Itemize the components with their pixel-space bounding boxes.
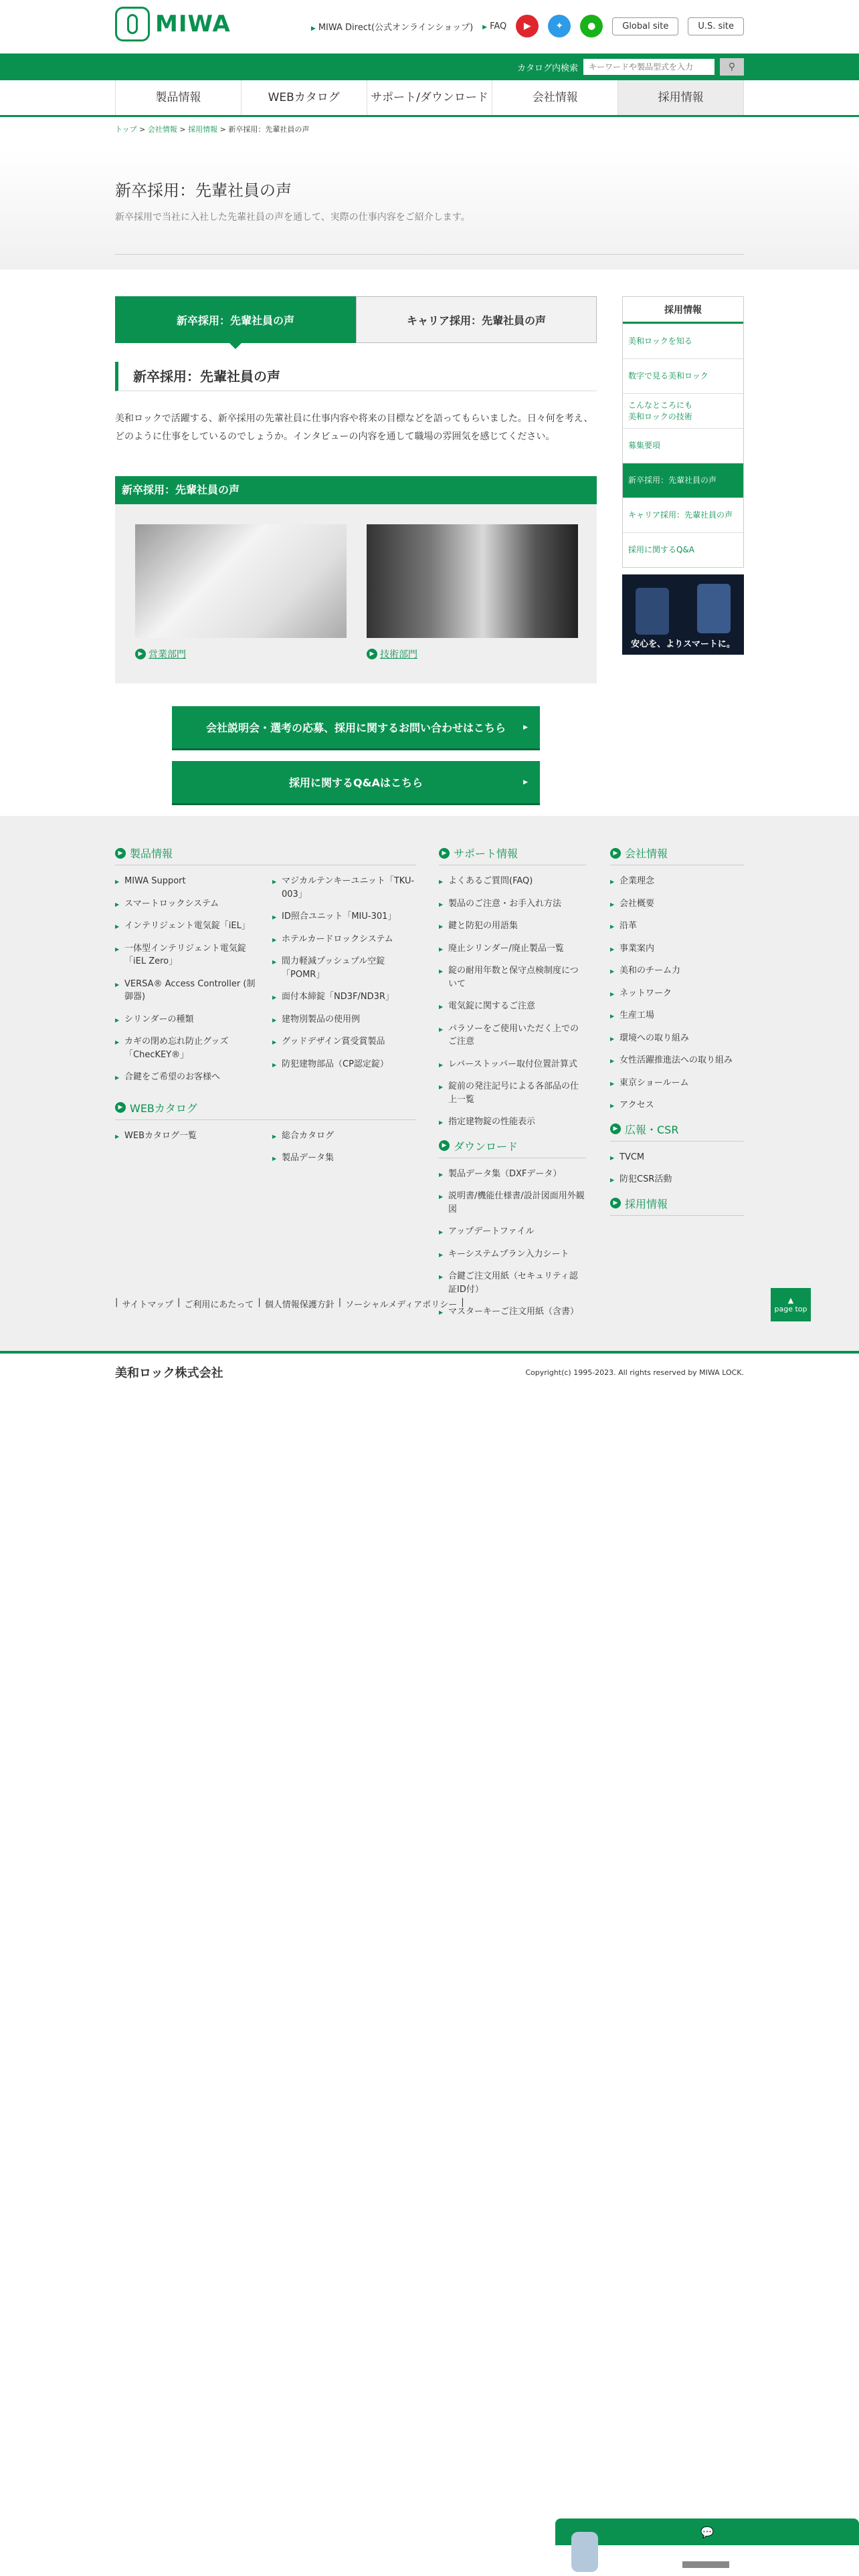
nav-recruit[interactable]: 採用情報 — [617, 80, 744, 115]
arrow-circle-icon: ▶ — [115, 848, 126, 859]
lead-text: 美和ロックで活躍する、新卒採用の先輩社員に仕事内容や将来の目標などを語ってもらいました。日々何を考え、 どのように仕事をしているのでしょうか。インタビューの内容を通して職場の雰囲気を感じてください。 — [115, 413, 593, 442]
arrow-circle-icon: ▶ — [439, 848, 450, 859]
footer-sitemap-link[interactable]: サイトマップ — [122, 1300, 173, 1310]
twitter-icon[interactable]: ✦ — [548, 15, 571, 37]
global-nav — [0, 80, 859, 117]
footer-social-link[interactable]: ソーシャルメディアポリシー — [345, 1300, 458, 1310]
miwa-direct-link[interactable]: ▶ MIWA Direct(公式オンラインショップ) — [311, 20, 473, 33]
footer-link[interactable]: ▶ 女性活躍推進法への取り組み — [610, 1054, 744, 1067]
youtube-icon[interactable]: ▶ — [516, 15, 539, 37]
qa-button[interactable]: 採用に関するQ&Aはこちら ▶ — [172, 761, 540, 805]
promo-banner[interactable] — [622, 574, 744, 655]
footer-link[interactable]: ▶ 間力軽減プッシュプル空錠「POMR」 — [272, 955, 416, 981]
tech-photo[interactable] — [367, 524, 578, 638]
footer-link[interactable]: ▶ 会社概要 — [610, 897, 744, 911]
corporate-name: 美和ロック株式会社 — [115, 1366, 223, 1380]
nav-webcatalog[interactable]: WEBカタログ — [241, 80, 367, 115]
chat-widget[interactable] — [555, 2518, 859, 2576]
arrow-circle-icon: ▶ — [135, 649, 146, 659]
tab-group — [115, 296, 597, 343]
page-subtitle: 新卒採用で当社に入社した先輩社員の声を通して、実際の仕事内容をご紹介します。 — [115, 212, 470, 223]
section-heading: 新卒採用：先輩社員の声 — [115, 362, 597, 391]
footer-link[interactable]: ▶ アクセス — [610, 1099, 744, 1112]
search-bar — [0, 53, 859, 80]
footer-link[interactable]: ▶ マジカルテンキーユニット「TKU-003」 — [272, 875, 416, 901]
nav-company[interactable]: 会社情報 — [492, 80, 617, 115]
search-input[interactable] — [583, 59, 714, 75]
search-icon[interactable]: ⚲ — [720, 58, 744, 76]
footer-recruit-heading[interactable]: 採用情報 — [625, 1197, 668, 1210]
footer-company-heading[interactable]: 会社情報 — [625, 847, 668, 860]
footer-link[interactable]: ▶ ID照合ユニット「MIU-301」 — [272, 910, 416, 924]
footer-links: | サイトマップ | ご利用にあたって | 個人情報保護方針 | ソーシャルメディアポリシー | — [115, 1297, 464, 1310]
line-icon[interactable]: ● — [580, 15, 603, 37]
arrow-circle-icon: ▶ — [115, 1102, 126, 1113]
footer-link[interactable]: ▶ グッドデザイン賞受賞製品 — [272, 1035, 416, 1049]
footer-link[interactable]: ▶ 防犯建物部品（CP認定錠） — [272, 1058, 416, 1071]
footer-link[interactable]: ▶ WEBカタログ一覧 — [115, 1130, 259, 1143]
robot-icon — [571, 2532, 598, 2572]
tab-career[interactable]: キャリア採用：先輩社員の声 — [356, 296, 597, 343]
sidebar-item-new-graduate[interactable]: 新卒採用：先輩社員の声 — [623, 463, 743, 498]
sidebar — [622, 296, 744, 805]
voices-bar: 新卒採用：先輩社員の声 — [115, 476, 597, 504]
footer-link[interactable]: ▶ 説明書/機能仕様書/設計図面用外観図 — [439, 1190, 586, 1216]
sidebar-item-technology[interactable]: こんなところにも 美和ロックの技術 — [623, 393, 743, 428]
footer-link[interactable]: ▶ キーシステムプラン入力シート — [439, 1248, 586, 1261]
card-tech-label[interactable]: 技術部門 — [380, 649, 417, 661]
footer-link[interactable]: ▶ ネットワーク — [610, 987, 744, 1000]
breadcrumb-top[interactable]: トップ — [115, 125, 137, 134]
faq-link[interactable]: ▶ FAQ — [482, 21, 506, 31]
breadcrumb-current: 新卒採用：先輩社員の声 — [228, 125, 310, 134]
footer-link[interactable]: ▶ 錠の耐用年数と保守点検制度について — [439, 964, 586, 990]
footer-link[interactable]: ▶ 製品データ集（DXFデータ） — [439, 1168, 586, 1181]
chevron-up-icon: ▲ — [787, 1296, 794, 1305]
search-label: カタログ内検索 — [516, 63, 578, 74]
sidebar-item-about[interactable]: 美和ロックを知る — [623, 324, 743, 358]
footer-link[interactable]: ▶ 鍵と防犯の用語集 — [439, 920, 586, 933]
sidebar-item-qa[interactable]: 採用に関するQ&A — [623, 532, 743, 567]
footer-link[interactable]: ▶ 沿革 — [610, 920, 744, 933]
nav-support[interactable]: サポート/ダウンロード — [367, 80, 492, 115]
footer-link[interactable]: ▶ 環境への取り組み — [610, 1032, 744, 1045]
footer-link[interactable]: ▶ 建物別製品の使用例 — [272, 1013, 416, 1027]
arrow-circle-icon: ▶ — [610, 1123, 621, 1134]
global-site-button[interactable]: Global site — [612, 17, 678, 35]
footer-link[interactable]: ▶ ホテルカードロックシステム — [272, 933, 416, 946]
footer-link[interactable]: ▶ カギの閉め忘れ防止グッズ「ChecKEY®」 — [115, 1035, 259, 1061]
footer-link[interactable]: ▶ よくあるご質問(FAQ) — [439, 875, 586, 888]
footer-pr-heading[interactable]: 広報・CSR — [625, 1123, 679, 1136]
footer-link[interactable]: ▶ アップデートファイル — [439, 1225, 586, 1239]
footer-link[interactable]: ▶ 電気錠に関するご注意 — [439, 1000, 586, 1013]
footer-link[interactable]: ▶ マスターキーご注文用紙（含書） — [439, 1305, 586, 1319]
sidebar-item-numbers[interactable]: 数字で見る美和ロック — [623, 358, 743, 393]
footer-link[interactable]: ▶ 面付本締錠「ND3F/ND3R」 — [272, 990, 416, 1004]
main-content — [115, 296, 597, 805]
footer-link[interactable]: ▶ 一体型インテリジェント電気錠「iEL Zero」 — [115, 942, 259, 968]
footer-link[interactable]: ▶ 錠前の発注記号による各部品の仕上一覧 — [439, 1080, 586, 1106]
footer-link[interactable]: ▶ インテリジェント電気錠「iEL」 — [115, 920, 259, 933]
footer-link[interactable]: ▶ TVCM — [610, 1151, 744, 1164]
footer-link[interactable]: ▶ 指定建物錠の性能表示 — [439, 1115, 586, 1129]
logo-text: MIWA — [155, 11, 231, 37]
footer-link[interactable]: ▶ シリンダーの種類 — [115, 1013, 259, 1027]
tab-new-graduate[interactable]: 新卒採用：先輩社員の声 — [115, 296, 356, 343]
footer-link[interactable]: ▶ 生産工場 — [610, 1009, 744, 1023]
footer-link[interactable]: ▶ パラソーをご使用いただく上でのご注意 — [439, 1023, 586, 1049]
footer-privacy-link[interactable]: 個人情報保護方針 — [264, 1300, 335, 1310]
logo-mark-icon — [115, 7, 150, 41]
footer-link[interactable]: ▶ 美和のチーム力 — [610, 964, 744, 978]
us-site-button[interactable]: U.S. site — [688, 17, 744, 35]
footer-link[interactable]: ▶ 防犯CSR活動 — [610, 1173, 744, 1186]
banner-text: 安心を、よりスマートに。 — [631, 639, 735, 649]
card-sales[interactable] — [135, 524, 347, 670]
sidebar-title: 採用情報 — [623, 297, 743, 324]
copyright: Copyright(c) 1995-2023. All rights reserved by MIWA LOCK. — [525, 1368, 744, 1377]
breadcrumb-recruit[interactable]: 採用情報 — [188, 125, 218, 134]
breadcrumb: トップ > 会社情報 > 採用情報 > 新卒採用：先輩社員の声 — [115, 125, 310, 134]
footer-link[interactable]: ▶ スマートロックシステム — [115, 897, 259, 911]
footer-link[interactable]: ▶ レバーストッパー取付位置計算式 — [439, 1058, 586, 1071]
sales-photo[interactable] — [135, 524, 347, 638]
site-header — [115, 0, 744, 53]
footer — [0, 816, 859, 1351]
logo[interactable] — [115, 7, 231, 41]
arrow-circle-icon: ▶ — [439, 1140, 450, 1151]
footer-link[interactable]: ▶ 合鍵をご希望のお客様へ — [115, 1071, 259, 1084]
page-title: 新卒採用：先輩社員の声 — [115, 181, 292, 200]
footer-support-heading[interactable]: サポート情報 — [454, 847, 518, 860]
footer-link[interactable]: ▶ 製品のご注意・お手入れ方法 — [439, 897, 586, 911]
footer-bottom — [0, 1351, 859, 1391]
nav-products[interactable]: 製品情報 — [115, 80, 241, 115]
footer-link[interactable]: ▶ 製品データ集 — [272, 1152, 416, 1165]
page-hero — [0, 148, 859, 270]
card-sales-label[interactable]: 営業部門 — [149, 649, 186, 661]
footer-webcatalog-heading[interactable]: WEBカタログ — [130, 1101, 197, 1115]
footer-link[interactable]: ▶ VERSA® Access Controller (制御器) — [115, 978, 259, 1004]
arrow-circle-icon: ▶ — [610, 1198, 621, 1208]
contact-button[interactable]: 会社説明会・選考の応募、採用に関するお問い合わせはこちら ▶ — [172, 706, 540, 750]
footer-link[interactable]: ▶ 企業理念 — [610, 875, 744, 888]
footer-download-heading[interactable]: ダウンロード — [454, 1140, 518, 1153]
arrow-circle-icon: ▶ — [610, 848, 621, 859]
footer-products-heading[interactable]: 製品情報 — [130, 847, 173, 860]
footer-link[interactable]: ▶ 廃止シリンダー/廃止製品一覧 — [439, 942, 586, 956]
card-tech[interactable] — [367, 524, 578, 670]
footer-link[interactable]: ▶ MIWA Support — [115, 875, 259, 888]
footer-link[interactable]: ▶ 事業案内 — [610, 942, 744, 956]
footer-link[interactable]: ▶ 東京ショールーム — [610, 1077, 744, 1090]
page-top-button[interactable]: ▲ page top — [771, 1288, 811, 1321]
chat-icon[interactable]: 💬 — [555, 2518, 859, 2545]
sidebar-item-requirements[interactable]: 募集要項 — [623, 428, 743, 463]
footer-link[interactable]: ▶ 総合カタログ — [272, 1130, 416, 1143]
footer-terms-link[interactable]: ご利用にあたって — [184, 1300, 254, 1310]
footer-link[interactable]: ▶ 合鍵ご注文用紙（セキュリティ認証ID付） — [439, 1270, 586, 1296]
arrow-circle-icon: ▶ — [367, 649, 377, 659]
breadcrumb-company[interactable]: 会社情報 — [147, 125, 177, 134]
voices-cards — [115, 504, 597, 683]
sidebar-item-career[interactable]: キャリア採用：先輩社員の声 — [623, 498, 743, 532]
